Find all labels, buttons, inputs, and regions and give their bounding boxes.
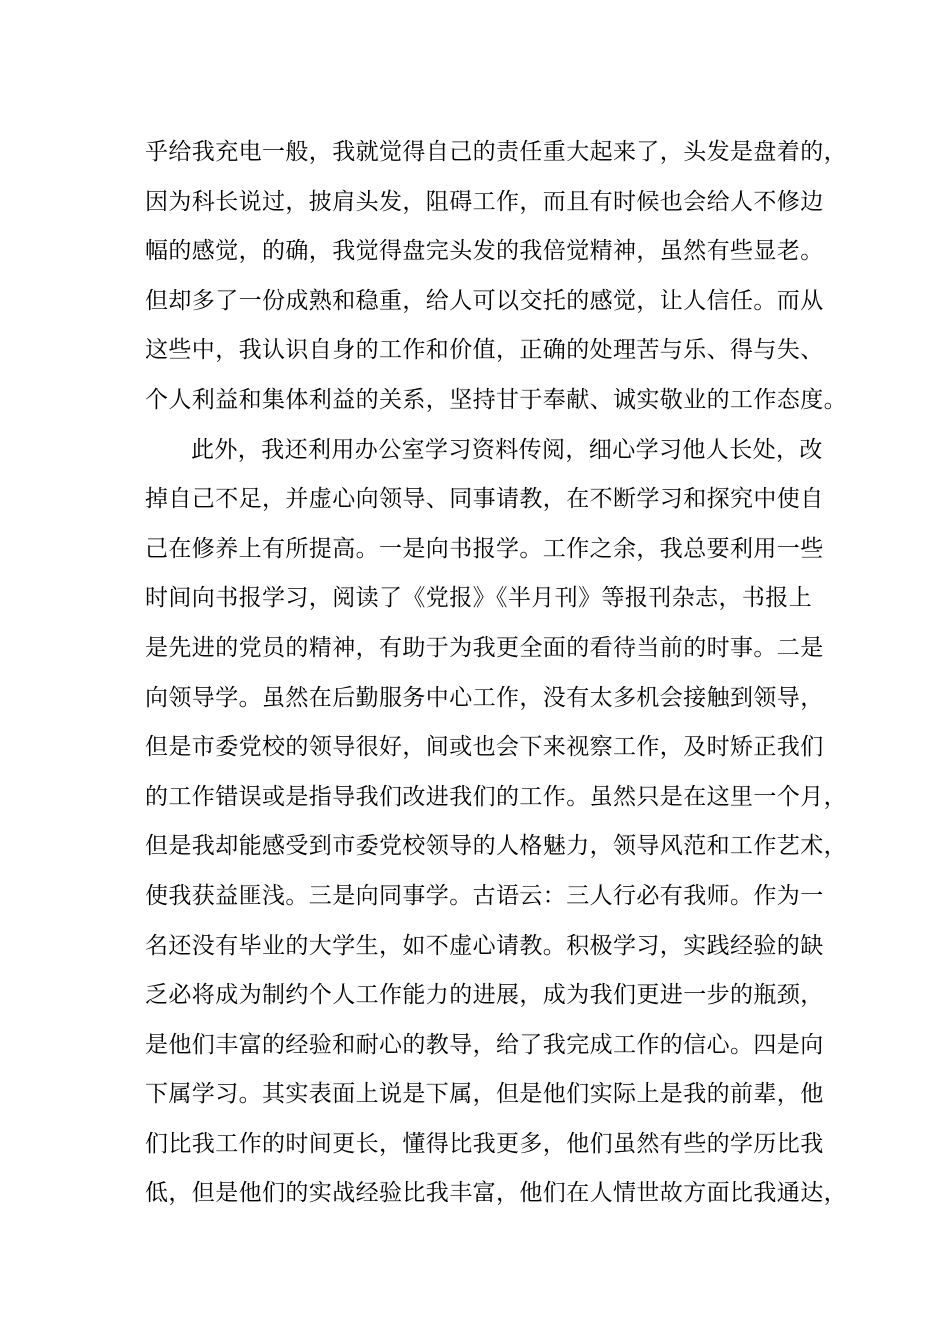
text-line: 时间向书报学习，阅读了《党报》《半月刊》等报刊杂志，书报上 [145, 585, 813, 612]
text-line: 个人利益和集体利益的关系，坚持甘于奉献、诚实敬业的工作态度。 [145, 386, 847, 413]
text-line: 名还没有毕业的大学生，如不虚心请教。积极学习，实践经验的缺 [145, 932, 824, 959]
text-line: 己在修养上有所提高。一是向书报学。工作之余，我总要利用一些 [145, 535, 824, 562]
text-line: 是他们丰富的经验和耐心的教导，给了我完成工作的信心。四是向 [145, 1031, 824, 1058]
text-line: 幅的感觉，的确，我觉得盘完头发的我倍觉精神，虽然有些显老。 [145, 238, 824, 265]
body-text [145, 128, 847, 1219]
text-line: 们比我工作的时间更长，懂得比我更多，他们虽然有些的学历比我 [145, 1130, 824, 1157]
text-line: 的工作错误或是指导我们改进我们的工作。虽然只是在这里一个月， [145, 783, 847, 810]
text-line: 因为科长说过，披肩头发，阻碍工作，而且有时候也会给人不修边 [145, 188, 824, 215]
text-line: 低，但是他们的实战经验比我丰富，他们在人情世故方面比我通达， [145, 1180, 847, 1207]
text-line: 下属学习。其实表面上说是下属，但是他们实际上是我的前辈，他 [145, 1081, 824, 1108]
text-line: 但是市委党校的领导很好，间或也会下来视察工作，及时矫正我们 [145, 734, 824, 761]
text-line: 使我获益匪浅。三是向同事学。古语云：三人行必有我师。作为一 [145, 882, 824, 909]
text-line: 但是我却能感受到市委党校领导的人格魅力，领导风范和工作艺术， [145, 833, 847, 860]
text-line: 但却多了一份成熟和稳重，给人可以交托的感觉，让人信任。而从 [145, 287, 824, 314]
text-line: 向领导学。虽然在后勤服务中心工作，没有太多机会接触到领导， [145, 684, 824, 711]
text-line: 是先进的党员的精神，有助于为我更全面的看待当前的时事。二是 [145, 634, 824, 661]
paragraph-start-line: 此外，我还利用办公室学习资料传阅，细心学习他人长处，改 [191, 436, 823, 463]
text-line: 这些中，我认识自身的工作和价值，正确的处理苦与乐、得与失、 [145, 337, 824, 364]
text-line: 乏必将成为制约个人工作能力的进展，成为我们更进一步的瓶颈， [145, 982, 824, 1009]
text-line: 乎给我充电一般，我就觉得自己的责任重大起来了，头发是盘着的， [145, 139, 847, 165]
text-line: 掉自己不足，并虚心向领导、同事请教，在不断学习和探究中使自 [145, 486, 824, 513]
